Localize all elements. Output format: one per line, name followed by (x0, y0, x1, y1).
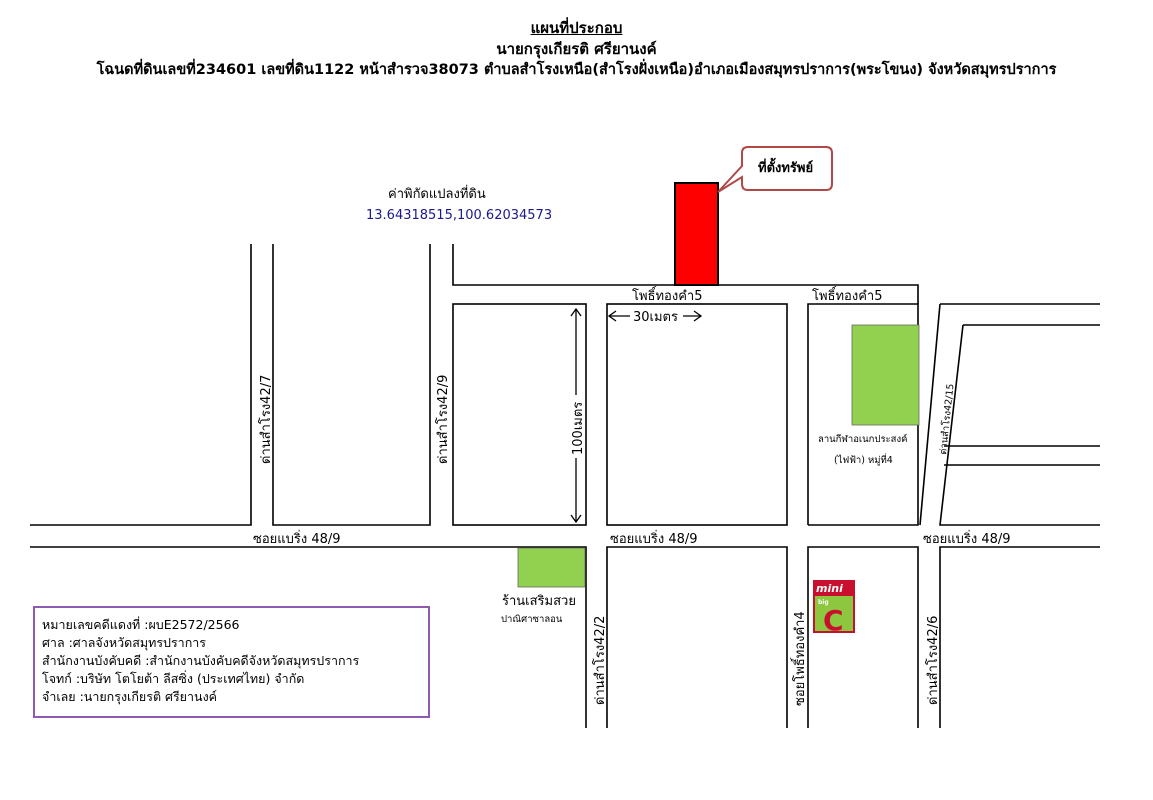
case-plaintiff: โจทก์ :บริษัท โตโยต้า ลีสซิ่ง (ประเทศไทย) จำกัด (42, 671, 305, 686)
sports-field-sublabel: (ไฟฟ้า) หมู่ที่4 (834, 455, 893, 466)
mini-bigc-mid: big (818, 599, 829, 606)
road-photong-right: โพธิ์ทองคำ5 (812, 289, 883, 304)
road-soi-photong-4: ซอยโพธิ์ทองคำ4 (793, 611, 808, 706)
coordinates-value: 13.64318515,100.62034573 (366, 208, 553, 223)
mini-bigc-logo (813, 580, 855, 637)
sports-field (852, 325, 919, 425)
case-enforcement-office: สำนักงานบังคับคดี :สำนักงานบังคับคดีจังหวัดสมุทรปราการ (42, 653, 360, 668)
case-court: ศาล :ศาลจังหวัดสมุทรปราการ (42, 635, 207, 650)
coordinates-label: ค่าพิกัดแปลงที่ดิน (388, 187, 486, 202)
road-soi-right: ซอยแบริ่ง 48/9 (923, 532, 1011, 547)
beauty-salon-sublabel: ปาณิศาซาลอน (501, 614, 563, 625)
road-soi-left: ซอยแบริ่ง 48/9 (253, 532, 341, 547)
mini-bigc-letter: C (823, 604, 844, 637)
mini-bigc-top: mini (816, 582, 843, 595)
property-callout-label: ที่ตั้งทรัพย์ (758, 161, 814, 176)
road-dan-42-2: ด่านสำโรง42/2 (593, 615, 608, 705)
sports-field-label: ลานกีฬาอเนกประสงค์ (818, 434, 908, 445)
property-plot (675, 183, 718, 285)
road-soi-mid: ซอยแบริ่ง 48/9 (610, 532, 698, 547)
case-number: หมายเลขคดีแดงที่ :ผบE2572/2566 (42, 617, 240, 632)
road-dan-42-6: ด่านสำโรง42/6 (926, 615, 941, 705)
road-photong-left: โพธิ์ทองคำ5 (632, 289, 703, 304)
map-title: แผนที่ประกอบ (530, 19, 623, 37)
road-dan-42-9: ด่านสำโรง42/9 (436, 374, 451, 464)
distance-height-label: 100เมตร (571, 401, 586, 455)
distance-width-label: 30เมตร (633, 310, 678, 325)
beauty-salon (518, 548, 585, 587)
beauty-salon-label: ร้านเสริมสวย (502, 594, 576, 609)
road-dan-42-15: ด่านสำโรง42/15 (938, 383, 957, 456)
case-info-box (33, 606, 430, 718)
road-dan-42-7: ด่านสำโรง42/7 (259, 374, 274, 464)
owner-name: นายกรุงเกียรติ ศรียานงค์ (496, 40, 657, 58)
case-defendant: จำเลย :นายกรุงเกียรติ ศรียานงค์ (42, 689, 218, 704)
deed-details: โฉนดที่ดินเลขที่234601 เลขที่ดิน1122 หน้าสำรวจ38073 ตำบลสำโรงเหนือ(สำโรงฝั่งเหนือ)อำเภอเมืองสมุทรปราการ(พระโขนง) จังหวัดสมุทรปราการ (96, 62, 1057, 78)
